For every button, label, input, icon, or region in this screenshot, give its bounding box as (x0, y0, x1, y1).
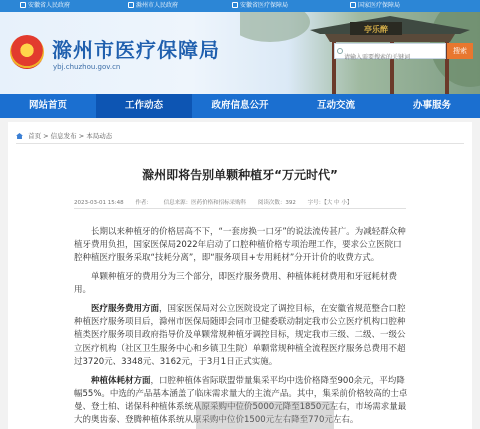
article-body (74, 226, 410, 429)
pavilion-plaque-text: 亭乐醉 (364, 24, 388, 34)
home-icon (16, 133, 23, 139)
article-paragraph: 医疗服务费用方面，国家医保局对公立医院设定了调控目标，在安徽省规范整合口腔种植医疗服务项目后，滁州市医保局随即会同市卫健委联动制定我市公立医疗机构口腔种植类医疗服务项目政府指导价及单颗常规种植牙调控目标，规定我市三级、二级、一级公立医疗机构（社区卫生服务中心和乡镇卫生院）单颗常规种植全流程医疗服务总费用不超过3720元、3348元、3162元，于3月1日正式实施。 (74, 304, 406, 367)
article-card (8, 122, 472, 429)
meta-font-size[interactable]: 字号：【大 中 小】 (307, 200, 353, 206)
breadcrumb: 首页 > 信息发布 > 本局动态 (16, 131, 112, 140)
nav-item-services[interactable]: 办事服务 (412, 100, 451, 111)
article-title: 滁州即将告别单颗种植牙“万元时代” (142, 168, 338, 182)
top-link-city-gov[interactable]: 滁州市人民政府 (128, 1, 178, 10)
site-title[interactable]: 滁州市医疗保障局 (52, 38, 220, 62)
paragraph-heading: 医疗服务费用方面 (91, 304, 160, 315)
caption-overlay (196, 401, 334, 429)
breadcrumb-home[interactable]: 首页 (28, 132, 42, 140)
meta-author: 作者： (135, 200, 152, 206)
top-link-province-gov[interactable]: 安徽省人民政府 (20, 1, 70, 10)
article-paragraph: 长期以来种植牙的价格居高不下，“一套房换一口牙”的说法流传甚广。为减轻群众种植牙费用负担，国家医保局2022年启动了口腔种植价格专项治理工作，要求公立医院口腔种植医疗服务采取“技耗分离”，即“服务项目+专用耗材”分开计价的收费方式。 (74, 227, 406, 264)
divider (74, 208, 406, 209)
meta-views: 阅读次数：392 (257, 200, 296, 206)
link-icon (350, 2, 356, 8)
national-emblem-icon (10, 35, 44, 69)
nav-item-home[interactable]: 网站首页 (28, 100, 67, 111)
top-links-bar (0, 0, 480, 12)
link-icon (20, 2, 26, 8)
search-box[interactable] (334, 43, 446, 59)
search-input[interactable] (344, 51, 444, 65)
article-paragraph: 单颗种植牙的费用分为三个部分，即医疗服务费用、种植体耗材费用和牙冠耗材费用。 (74, 272, 398, 296)
nav-item-interaction[interactable]: 互动交流 (316, 100, 355, 111)
top-link-national-medical[interactable]: 国家医疗保障局 (350, 1, 400, 10)
nav-item-gov-info[interactable]: 政府信息公开 (211, 100, 269, 111)
article-paragraph: 种植体耗材方面，口腔种植体省际联盟带量集采平均中选价格降至900余元，平均降幅55%。中选的产品基本涵盖了临床需求量大的主流产品。其中，集采前价格较高的士卓曼、登士柏、诺保科种植体系统从原采购中位价5000元降至1850元左右，市场需求量最大的奥齿泰、登腾种植体系统从原采购中位价1500元左右降至770元左右。 (74, 375, 408, 426)
nav-item-news[interactable]: 工作动态 (96, 94, 192, 118)
divider (16, 143, 464, 144)
search-icon (337, 48, 343, 54)
breadcrumb-news[interactable]: 信息发布 (50, 132, 77, 140)
article-meta (74, 198, 362, 206)
meta-source: 信息来源：医药价格和招标采购科 (163, 200, 247, 206)
link-icon (128, 2, 134, 8)
link-icon (232, 2, 238, 8)
top-link-province-medical[interactable]: 安徽省医疗保障局 (232, 1, 288, 10)
search-button[interactable]: 搜索 (447, 43, 473, 59)
breadcrumb-bureau-news[interactable]: 本局动态 (86, 132, 113, 140)
paragraph-heading: 种植体耗材方面 (91, 375, 151, 386)
meta-date: 2023-03-01 15:48 (74, 200, 124, 206)
site-domain: ybj.chuzhou.gov.cn (53, 63, 121, 71)
site-header (0, 12, 480, 94)
main-nav (0, 94, 480, 118)
